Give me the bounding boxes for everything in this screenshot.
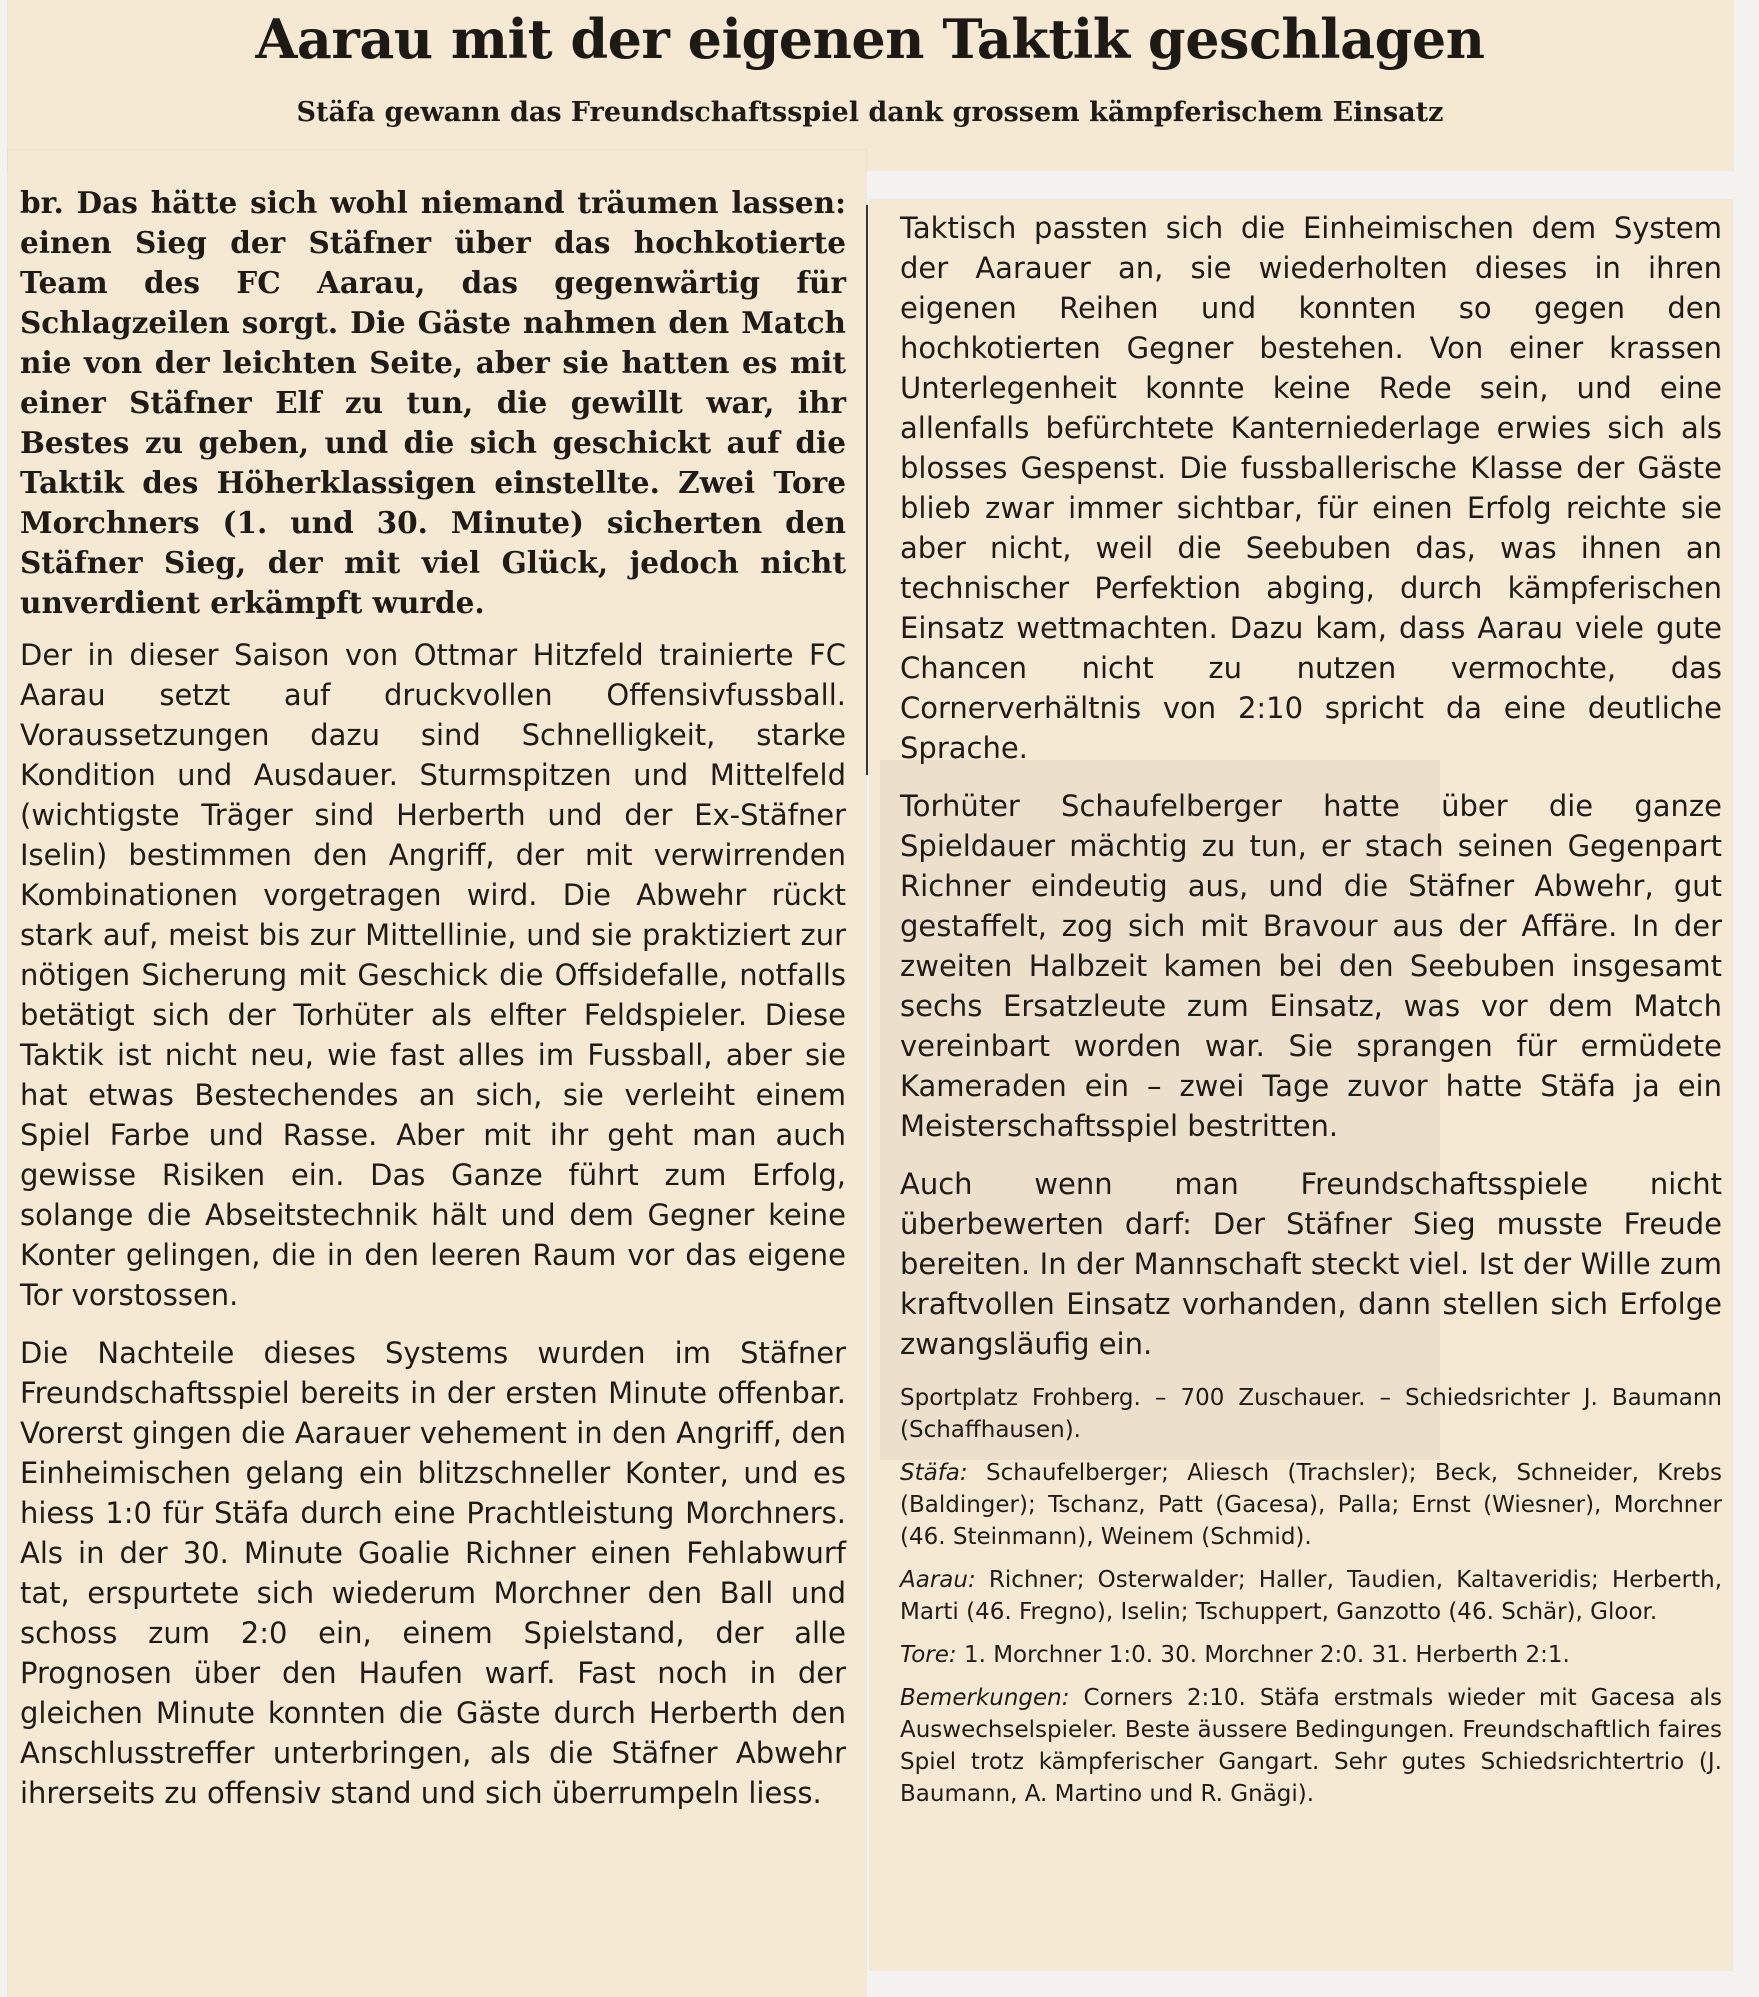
body-paragraph: Der in dieser Saison von Ottmar Hitzfeld trainierte FC Aarau setzt auf druckvollen Offensivfussball. Voraussetzungen dazu sind Schnelligkeit, starke Kondition und Ausdauer. Sturmspitzen und Mittelfeld (wichtigste Träger sind Herberth und der Ex-Stäfner Iselin) bestimmen den Angriff, der mit verwirrenden Kombinationen vorgetragen wird. Die Abwehr rückt stark auf, meist bis zur Mittellinie, und sie praktiziert zur nötigen Sicherung mit Geschick die Offsidefalle, notfalls betätigt sich der Torhüter als elfter Feldspieler. Diese Taktik ist nicht neu, wie fast alles im Fussball, aber sie hat etwas Bestechendes an sich, sie verleiht einem Spiel Farbe und Rasse. Aber mit ihr geht man auch gewisse Risiken ein. Das Ganze führt zum Erfolg, solange die Abseitstechnik hält und dem Gegner keine Konter gelingen, die in den leeren Raum vor das eigene Tor vorstossen. [20, 638, 846, 1312]
headline: Aarau mit der eigenen Taktik geschlagen [255, 7, 1485, 71]
lineup-aarau [900, 1564, 1722, 1628]
body-paragraph: Die Nachteile dieses Systems wurden im Stäfner Freundschaftsspiel bereits in der ersten Minute offenbar. Vorerst gingen die Aarauer vehement in den Angriff, den Einheimischen gelang ein blitzschneller Konter, und es hiess 1:0 für Stäfa durch eine Prachtleistung Morchners. Als in der 30. Minute Goalie Richner einen Fehlabwurf tat, erspurtete sich wiederum Morchner den Ball und schoss zum 2:0 ein, einem Spielstand, der alle Prognosen über den Haufen warf. Fast noch in der gleichen Minute konnten die Gäste durch Herberth den Anschlusstreffer unterbringen, als die Stäfner Abwehr ihrerseits zu offensiv stand und sich überrumpeln liess. [20, 1336, 846, 1810]
left-column [20, 183, 846, 1831]
team-label: Stäfa: [900, 1460, 968, 1486]
goals-label: Tore: [900, 1642, 957, 1668]
subheadline: Stäfa gewann das Freundschaftsspiel dank grossem kämpferischem Einsatz [296, 97, 1444, 128]
lineup-text: Schaufelberger; Aliesch (Trachsler); Beck, Schneider, Krebs (Baldinger); Tschanz, Patt (Gacesa), Palla; Ernst (Wiesner), Morchner (46. Steinmann), Weinem (Schmid). [900, 1460, 1723, 1550]
right-column [900, 208, 1722, 1821]
remarks [900, 1682, 1722, 1810]
goals-text: 1. Morchner 1:0. 30. Morchner 2:0. 31. Herberth 2:1. [963, 1642, 1570, 1668]
match-venue [900, 1382, 1722, 1446]
lineup-text: Richner; Osterwalder; Haller, Taudien, Kaltaveridis; Herberth, Marti (46. Fregno), Iselin; Tschuppert, Ganzotto (46. Schär), Gloor. [900, 1567, 1722, 1625]
body-paragraph: Taktisch passten sich die Einheimischen dem System der Aarauer an, sie wiederholten dieses in ihren eigenen Reihen und konnten so gegen den hochkotierten Gegner bestehen. Von einer krassen Unterlegenheit konnte keine Rede sein, und eine allenfalls befürchtete Kanterniederlage erwies sich als blosses Gespenst. Die fussballerische Klasse der Gäste blieb zwar immer sichtbar, für einen Erfolg reichte sie aber nicht, weil die Seebuben das, was ihnen an technischer Perfektion abging, durch kämpferischen Einsatz wettmachten. Dazu kam, dass Aarau viele gute Chancen nicht zu nutzen vermochte, das Cornerverhältnis von 2:10 spricht da eine deutliche Sprache. [900, 211, 1722, 765]
remarks-text: Corners 2:10. Stäfa erstmals wieder mit Gacesa als Auswechselspieler. Beste äussere Bedingungen. Freundschaftlich faires Spiel trotz kämpferischer Gangart. Sehr gutes Schiedsrichtertrio (J. Baumann, A. Martino und R. Gnägi). [900, 1685, 1723, 1807]
team-label: Aarau: [900, 1567, 976, 1593]
lineup-staefa [900, 1457, 1722, 1553]
column-divider [866, 205, 868, 775]
lead-paragraph: br. Das hätte sich wohl niemand träumen lassen: einen Sieg der Stäfner über das hochkotierte Team des FC Aarau, das gegenwärtig für Schlagzeilen sorgt. Die Gäste nahmen den Match nie von der leichten Seite, aber sie hatten es mit einer Stäfner Elf zu tun, die gewillt war, ihr Bestes zu geben, und die sich geschickt auf die Taktik des Höherklassigen einstellte. Zwei Tore Morchners (1. und 30. Minute) sicherten den Stäfner Sieg, der mit viel Glück, jedoch nicht unverdient erkämpft wurde. [20, 185, 846, 620]
goals [900, 1639, 1722, 1671]
body-paragraph: Auch wenn man Freundschaftsspiele nicht überbewerten darf: Der Stäfner Sieg musste Freude bereiten. In der Mannschaft steckt viel. Ist der Wille zum kraftvollen Einsatz vorhanden, dann stellen sich Erfolge zwangsläufig ein. [900, 1167, 1722, 1361]
venue-text: Sportplatz Frohberg. – 700 Zuschauer. – Schiedsrichter J. Baumann (Schaffhausen). [900, 1385, 1722, 1443]
body-paragraph: Torhüter Schaufelberger hatte über die ganze Spieldauer mächtig zu tun, er stach seinen Gegenpart Richner eindeutig aus, und die Stäfner Abwehr, gut gestaffelt, zog sich mit Bravour aus der Affäre. In der zweiten Halbzeit kamen bei den Seebuben insgesamt sechs Ersatzleute zum Einsatz, was vor dem Match vereinbart worden war. Sie sprangen für ermüdete Kameraden ein – zwei Tage zuvor hatte Stäfa ja ein Meisterschaftsspiel bestritten. [900, 789, 1722, 1143]
remarks-label: Bemerkungen: [900, 1685, 1070, 1711]
